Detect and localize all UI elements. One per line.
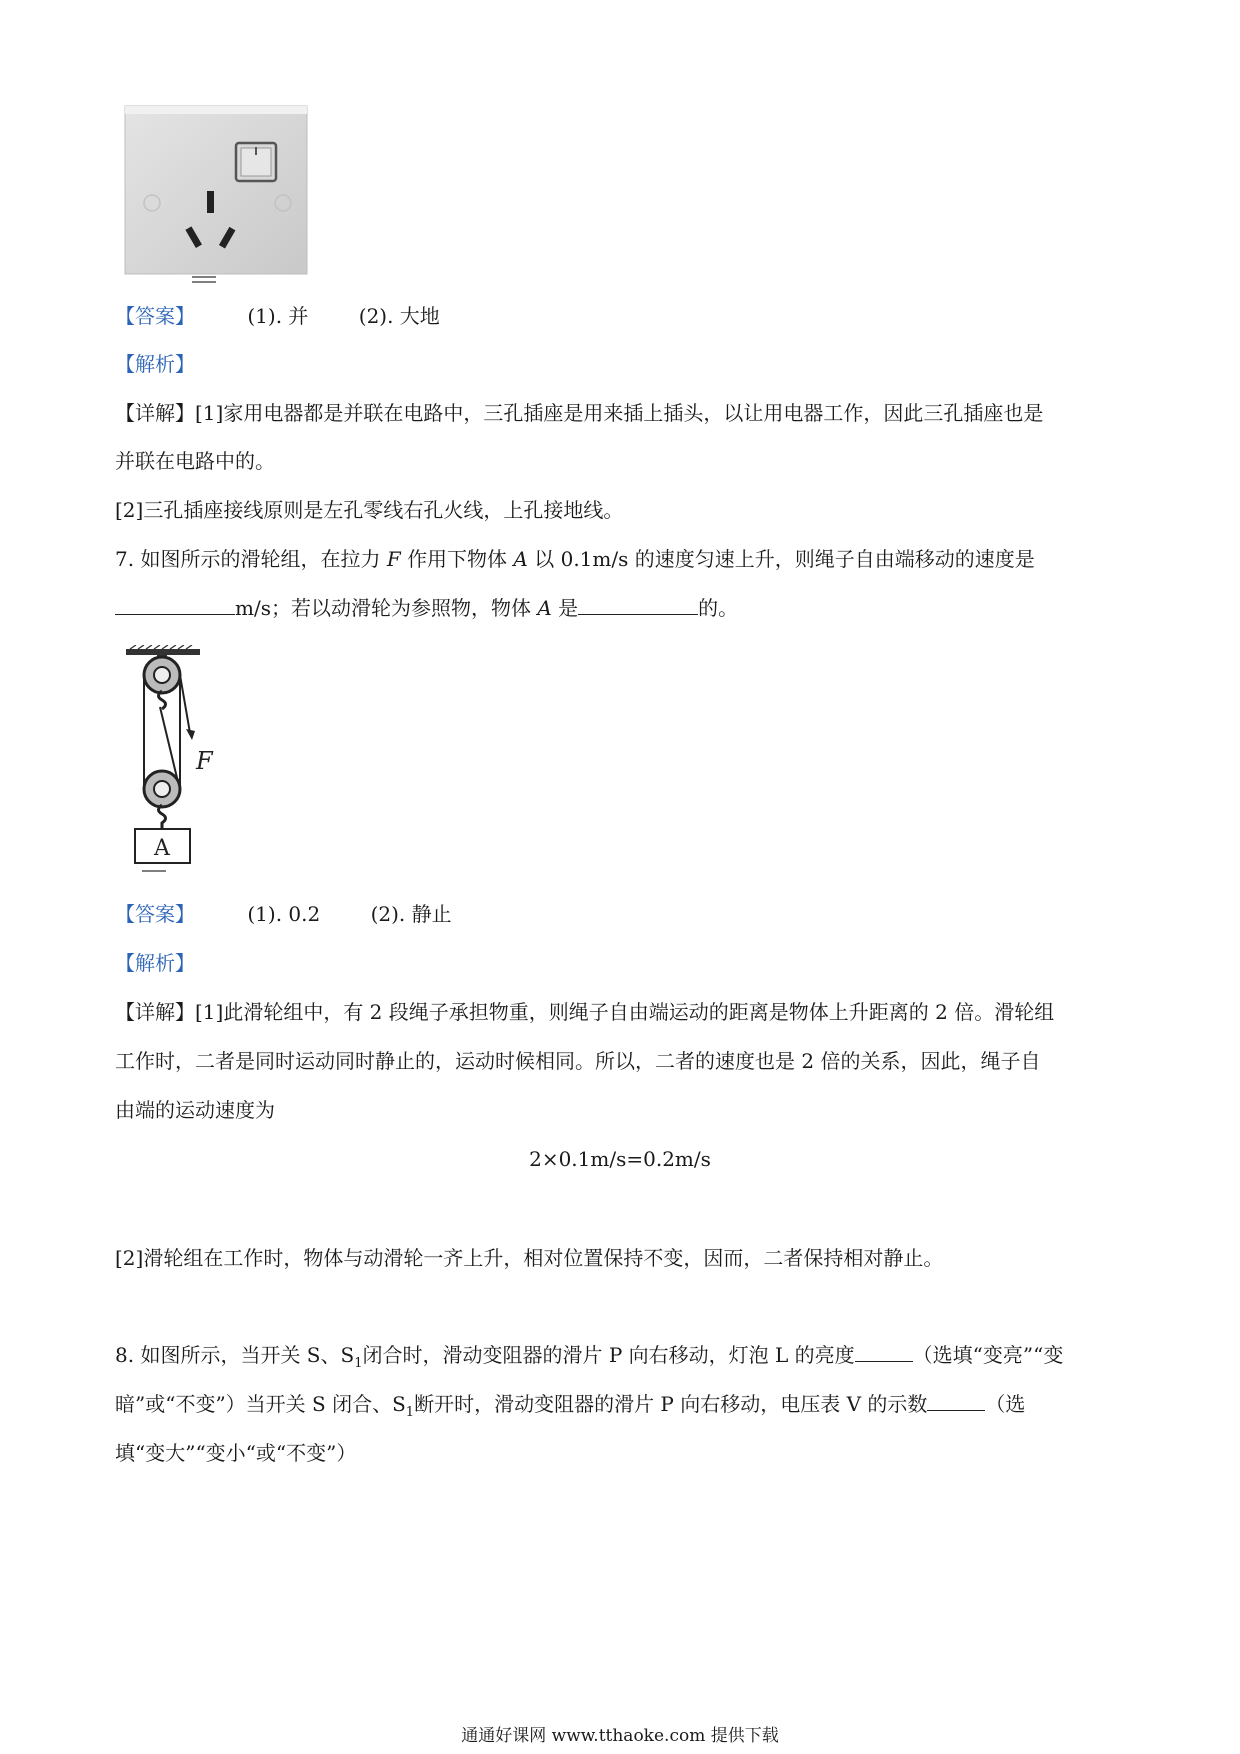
q8-question-line3: 填“变大”“变小“或“不变”） <box>115 1441 357 1465</box>
answer-tag: 【答案】 <box>115 902 195 926</box>
q7-blank-2[interactable] <box>578 594 698 615</box>
three-hole-socket-figure <box>124 105 310 283</box>
answer-tag: 【答案】 <box>115 304 195 328</box>
q8-sub-2: 1 <box>405 1405 415 1420</box>
q8-question-line1 <box>115 1340 1135 1379</box>
q7-question-line2 <box>115 593 1135 623</box>
q7-text-a: 7. 如图所示的滑轮组，在拉力 <box>115 547 381 571</box>
q7-detail-line3: 由端的运动速度为 <box>115 1098 275 1122</box>
q7-analysis-tag: 【解析】 <box>115 951 195 975</box>
pulley-force-label: F <box>196 747 213 775</box>
page-footer: 通通好课网 www.tthaoke.com 提供下载 <box>461 1726 779 1746</box>
q8-text-a: 8. 如图所示，当开关 S、S <box>115 1343 355 1367</box>
q7-blank-1[interactable] <box>115 594 235 615</box>
q6-detail-line1: 【详解】[1]家用电器都是并联在电路中，三孔插座是用来插上插头，以让用电器工作，因此三孔插座也是 <box>115 401 1044 425</box>
q7-text-d: m/s；若以动滑轮为参照物，物体 <box>235 596 531 620</box>
q7-question-line1 <box>115 544 1135 574</box>
q6-analysis-tag: 【解析】 <box>115 352 195 376</box>
q8-text-b: 闭合时，滑动变阻器的滑片 P 向右移动，灯泡 L 的亮度 <box>362 1343 855 1367</box>
q7-text-e: 是 <box>558 596 579 620</box>
q7-var-A: A <box>513 547 528 571</box>
q7-answer-line <box>115 899 1135 929</box>
q8-question-line2 <box>115 1389 1135 1428</box>
q8-blank-1[interactable] <box>855 1341 913 1362</box>
q7-text-f: 的。 <box>698 596 739 620</box>
q6-detail-line2: 并联在电路中的。 <box>115 449 275 473</box>
q8-blank-2[interactable] <box>927 1390 985 1411</box>
q7-detail-line2: 工作时，二者是同时运动同时静止的，运动时候相同。所以，二者的速度也是 2 倍的关系，因此，绳子自 <box>115 1049 1041 1073</box>
pulley-block-label: A <box>154 836 170 861</box>
q7-text-b: 作用下物体 <box>407 547 508 571</box>
q8-text-d: 暗”或“不变”）当开关 S 闭合、S <box>115 1392 406 1416</box>
q6-detail-line3: [2]三孔插座接线原则是左孔零线右孔火线，上孔接地线。 <box>115 498 624 522</box>
q8-text-f: （选 <box>985 1392 1026 1416</box>
q8-text-c: （选填“变亮”“变 <box>912 1343 1064 1367</box>
pulley-system-figure <box>124 645 234 875</box>
q7-text-c: 以 0.1m/s 的速度匀速上升，则绳子自由端移动的速度是 <box>534 547 1035 571</box>
q7-detail-line4: [2]滑轮组在工作时，物体与动滑轮一齐上升，相对位置保持不变，因而，二者保持相对静止。 <box>115 1246 944 1270</box>
q6-answer-2: (2). 大地 <box>358 304 440 328</box>
q7-var-A-2: A <box>537 596 552 620</box>
q6-answer-1: (1). 并 <box>247 304 309 328</box>
q7-detail-line1: 【详解】[1]此滑轮组中，有 2 段绳子承担物重，则绳子自由端运动的距离是物体上升距离的 2 倍。滑轮组 <box>115 1000 1055 1024</box>
q6-answer-line <box>115 301 1135 331</box>
q7-answer-2: (2). 静止 <box>370 902 452 926</box>
q7-formula: 2×0.1m/s=0.2m/s <box>529 1147 711 1171</box>
q7-var-F: F <box>386 547 401 571</box>
q8-text-e: 断开时，滑动变阻器的滑片 P 向右移动，电压表 V 的示数 <box>414 1392 928 1416</box>
q8-sub-1: 1 <box>354 1356 363 1371</box>
q7-answer-1: (1). 0.2 <box>247 902 321 926</box>
